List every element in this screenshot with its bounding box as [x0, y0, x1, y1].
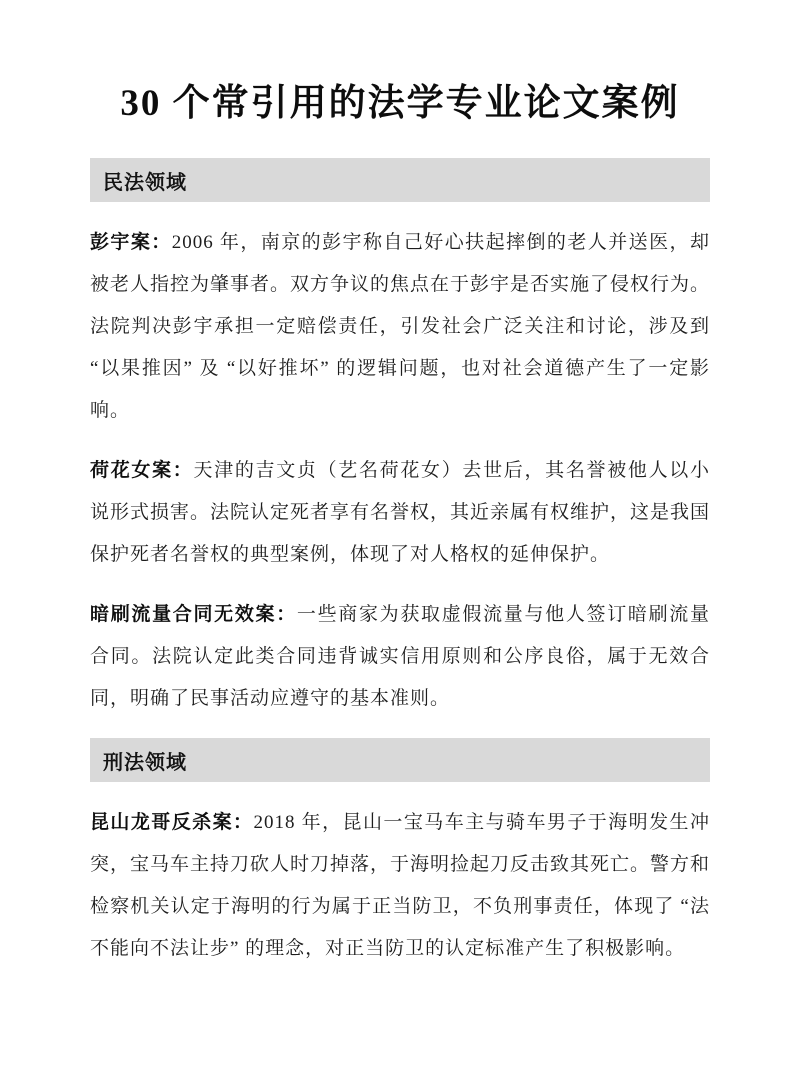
section-heading-criminal-law-label: 刑法领域: [103, 751, 187, 774]
case-name-anshua: 暗刷流量合同无效案：: [90, 604, 297, 625]
case-text-anshua: 一些商家为获取虚假流量与他人签订暗刷流量合同。法院认定此类合同违背诚实信用原则和公序良俗，属于无效合同，明确了民事活动应遵守的基本准则。: [90, 604, 710, 709]
case-paragraph-anshua: [90, 594, 710, 720]
section-heading-civil-law: [90, 158, 710, 202]
section-heading-criminal-law: [90, 738, 710, 782]
case-name-pengyu: 彭宇案：: [90, 232, 172, 253]
page-title: 30 个常引用的法学专业论文案例: [120, 83, 680, 124]
case-name-kunshan: 昆山龙哥反杀案：: [90, 812, 254, 833]
case-paragraph-hehuanv: [90, 450, 710, 576]
case-text-kunshan: 2018 年，昆山一宝马车主与骑车男子于海明发生冲突，宝马车主持刀砍人时刀掉落，于海明捡起刀反击致其死亡。警方和检察机关认定于海明的行为属于正当防卫，不负刑事责任，体现了 “法不能向不法让步” 的理念，对正当防卫的认定标准产生了积极影响。: [90, 812, 711, 959]
case-text-pengyu: 2006 年，南京的彭宇称自己好心扶起摔倒的老人并送医，却被老人指控为肇事者。双方争议的焦点在于彭宇是否实施了侵权行为。法院判决彭宇承担一定赔偿责任，引发社会广泛关注和讨论，涉及到 “以果推因” 及 “以好推坏” 的逻辑问题，也对社会道德产生了一定影响。: [90, 232, 711, 421]
case-paragraph-kunshan: [90, 802, 710, 970]
case-paragraph-pengyu: [90, 222, 710, 432]
case-text-hehuanv: 天津的吉文贞（艺名荷花女）去世后，其名誉被他人以小说形式损害。法院认定死者享有名誉权，其近亲属有权维护，这是我国保护死者名誉权的典型案例，体现了对人格权的延伸保护。: [90, 460, 711, 565]
section-heading-civil-law-label: 民法领域: [103, 171, 187, 194]
case-name-hehuanv: 荷花女案：: [90, 460, 194, 481]
